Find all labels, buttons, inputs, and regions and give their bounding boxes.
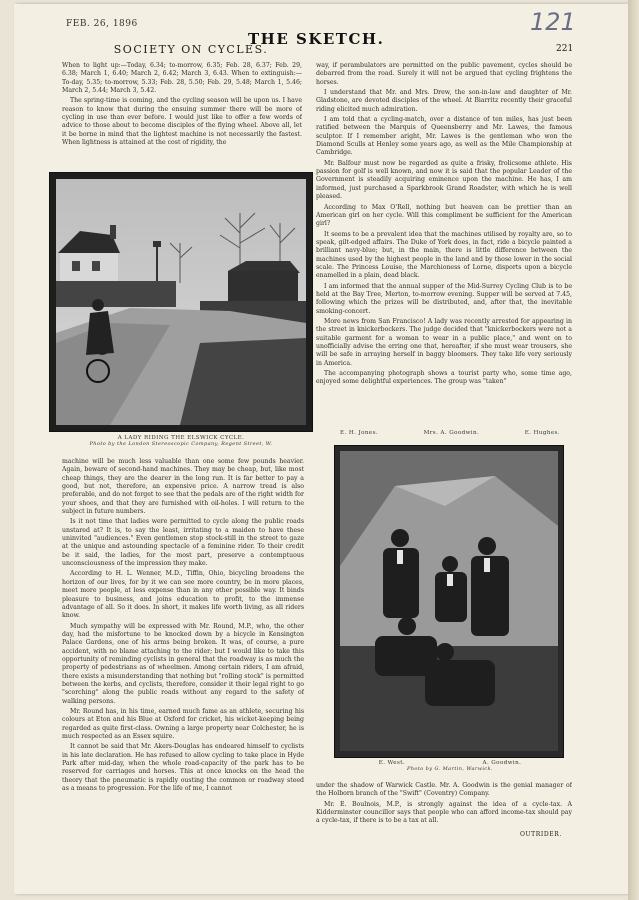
paragraph: Is it not time that ladies were permitted to cycle along the public roads unstared at? It is, to say the least, irritating to a maiden to have these uninvited "audiences." Even gentlemen stop stock-still in the street to gaze at the unique and astounding spectacle of a feminine rider. To their credit be it said, the ladies, for the most part, preserve a contemptuous unconsciousness of the impression they make. bbox=[62, 518, 304, 568]
paragraph: Much sympathy will be expressed with Mr. Round, M.P., who, the other day, had the misfortune to be knocked down by a bicycle in Kensington Palace Gardens, one of his arms being broken. It was, of course, a pure accident, with no blame attaching to the rider; but I would like to take this opportunity of reminding cyclists in general that the roadway is as much the property of pedestrians as of wheelmen. Among certain riders, I am afraid, there exists a misunderstanding that nothing but "rolling stock" is permitted between the kerbs, and cyclists, therefore, consider it their legal right to go "scorching" along the public roads without any regard to the safety of walking persons. bbox=[62, 622, 304, 705]
paragraph: It cannot be said that Mr. Akers-Douglas has endeared himself to cyclists in his late declaration. He has refused to allow cycling to take place in Hyde Park after mid-day, when the whole road-capacity of the park has to be reserved for carriages and horses. This at once knocks on the head the theory that the pneumatic is rapidly ousting the common or roadway steed as a means to progression. For the life of me, I cannot bbox=[62, 743, 304, 793]
photo1-caption-credit: Photo by the London Stereoscopic Company, Regent Street, W. bbox=[89, 441, 273, 447]
column-top-right bbox=[316, 62, 572, 407]
person-name: E. Hughes. bbox=[524, 430, 560, 436]
paragraph: Mr. E. Boulnois, M.P., is strongly against the idea of a cycle-tax. A Kidderminster councillor says that people who can afford income-tax should pay a cycle-tax, if there is to be a tax at all. bbox=[316, 800, 572, 825]
photo2-top-names bbox=[340, 430, 560, 436]
article-title: SOCIETY ON CYCLES. bbox=[113, 43, 269, 56]
column-bottom-left bbox=[62, 458, 304, 840]
paragraph: When to light up:—Today, 6.34; to-morrow, 6.35; Feb. 28, 6.37; Feb. 29, 6.38; March 1, 6.40; March 2, 6.42; March 3, 6.43. When to extinguish:—To-day, 5.35; to-morrow, 5.33; Feb. 28, 5.50; Feb. 29, 5.48; March 1, 5.46; March 2, 5.44; March 3, 5.42. bbox=[62, 62, 302, 95]
paragraph: I understand that Mr. and Mrs. Drew, the son-in-law and daughter of Mr. Gladstone, are devoted disciples of the wheel. At Biarritz recently their graceful riding elicited much admiration. bbox=[316, 89, 572, 113]
column-top-left bbox=[62, 62, 302, 168]
handwritten-page-number: 121 bbox=[530, 8, 576, 36]
person-name: E. West. bbox=[378, 760, 406, 766]
paragraph: The accompanying photograph shows a tourist party who, some time ago, enjoyed some delightful experiences. The group was "taken" bbox=[316, 370, 572, 386]
page-number: 221 bbox=[556, 44, 574, 54]
photo2-bottom-caption bbox=[340, 760, 560, 772]
author-signature: OUTRIDER. bbox=[520, 831, 562, 838]
paragraph: I am told that a cycling-match, over a distance of ten miles, has just been ratified between the Marquis of Queensberry and Mr. Lawes, the famous sculptor. If I remember aright, Mr. Lawes is the gentleman who won the Diamond Sculls at Henley some years ago, as well as the Mile Championship at Cambridge. bbox=[316, 116, 572, 157]
paragraph: According to Max O'Rell, nothing but heaven can be prettier than an American girl on her cycle. Will this compliment be sufficient for the American girl? bbox=[316, 203, 572, 228]
tourist-party-photo bbox=[334, 445, 564, 758]
paragraph: Mr. Round has, in his time, earned much fame as an athlete, securing his colours at Eton and his Blue at Oxford for cricket, his wicket-keeping being regarded as quite first-class. Owning a large property near Colchester, he is much respected as an Essex squire. bbox=[62, 707, 304, 740]
person-name: A. Goodwin. bbox=[482, 760, 522, 766]
person-name: Mrs. A. Goodwin. bbox=[423, 430, 480, 436]
photo2-caption-credit: Photo by G. Martin, Warwick. bbox=[407, 766, 493, 772]
paragraph: under the shadow of Warwick Castle. Mr. A. Goodwin is the genial manager of the Holborn branch of the "Swift" (Coventry) Company. bbox=[316, 782, 572, 798]
publication-title: THE SKETCH. bbox=[248, 30, 385, 48]
paragraph: More news from San Francisco! A lady was recently arrested for appearing in the street in knickerbockers. The judge decided that "knickerbockers were not a suitable garment for a woman to wear in a public place," and went on to unofficially advise the erring one that, hereafter, if she must wear trousers, she will be safe in arraying herself in baggy bloomers. They take life very seriously in America. bbox=[316, 317, 572, 367]
paragraph: machine will be much less valuable than one some few pounds heavier. Again, beware of second-hand machines. They may be cheap, but, like most cheap things, they are the dearer in the long run. It is far better to pay a good, but not, therefore, an expensive price. A narrow tread is also preferable, and do not forget to see that the pedals are of the right width for your shoes, and that they are furnished with oil-holes. I will return to the subject in future numbers. bbox=[62, 458, 304, 516]
paragraph: The spring-time is coming, and the cycling season will be upon us. I have reason to know that during the ensuing summer there will be more of cycling in use than ever before. I would just like to offer a few words of advice to those about to become disciples of the flying wheel. Above all, let it be borne in mind that the lightest machine is not necessarily the fastest. When lightness is attained at the cost of rigidity, the bbox=[62, 97, 302, 147]
paragraph: I am informed that the annual supper of the Mid-Surrey Cycling Club is to be held at the Bay Tree, Merton, to-morrow evening. Supper will be served at 7.45, following which the prizes will be distributed, and, after that, the inevitable smoking-concert. bbox=[316, 282, 572, 315]
page-gutter bbox=[628, 0, 639, 900]
issue-date: FEB. 26, 1896 bbox=[66, 19, 138, 29]
paragraph: way, if perambulators are permitted on the public pavement, cycles should be debarred from the road. Surely it will not be argued that cycling frightens the horses. bbox=[316, 62, 572, 86]
paragraph: According to H. L. Wenner, M.D., Tiffin, Ohio, bicycling broadens the horizon of our lives, for by it we can see more country, be in more places, meet more people, at less expense than in any other possible way. It binds pleasure to business, and joins education to profit, to the immense advantage of all. So it does. In short, it makes life worth living, as all riders know. bbox=[62, 570, 304, 620]
column-bottom-right bbox=[316, 782, 572, 830]
lady-cyclist-photo bbox=[49, 172, 313, 432]
paragraph: Mr. Balfour must now be regarded as quite a frisky, frolicsome athlete. His passion for golf is well known, and now it is said that the popular Leader of the Government is steadily acquiring eminence upon the machine. He has, I am informed, just purchased a Sparkbrook Grand Roadster, with which he is well pleased. bbox=[316, 159, 572, 201]
paragraph: It seems to be a prevalent idea that the machines utilised by royalty are, so to speak, gilt-edged affairs. The Duke of York does, in fact, ride a bicycle painted a brilliant navy-blue; but, in the main, there is little difference between the machines used by the highest people in the land and by those lower in the social scale. The Princess Louise, the Marchioness of Lorne, disports upon a bicycle enamelled in a plain, dead black. bbox=[316, 230, 572, 280]
photo1-caption-title: A LADY RIDING THE ELSWICK CYCLE. bbox=[117, 435, 245, 441]
photo1-caption bbox=[50, 435, 312, 447]
person-name: E. H. Jones. bbox=[340, 430, 379, 436]
